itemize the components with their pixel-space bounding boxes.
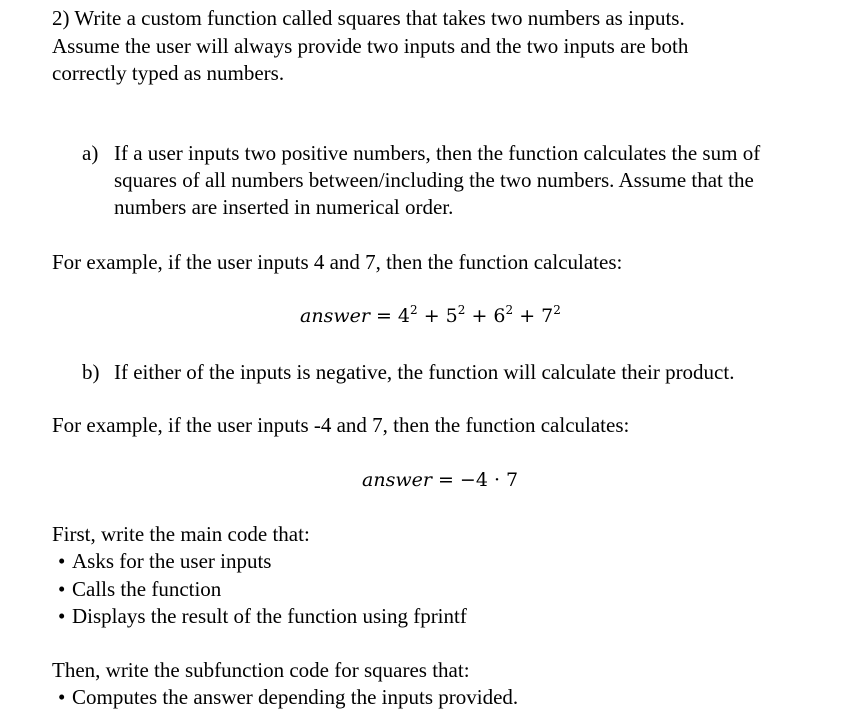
equation-equals: =: [375, 305, 392, 327]
part-a-line-1: If a user inputs two positive numbers, then the function calculates the sum of: [114, 141, 761, 165]
equation-term-3: 6: [493, 305, 506, 327]
equation-exponent-3: 2: [505, 303, 514, 317]
part-b-text: If either of the inputs is negative, the function will calculate their product.: [114, 360, 735, 384]
equation-plus-1: +: [423, 305, 440, 327]
subfunction-item-1-text: Computes the answer depending the inputs provided.: [72, 685, 519, 709]
subfunction-heading: Then, write the subfunction code for squares that:: [52, 658, 470, 682]
equation-term-4: 7: [541, 305, 554, 327]
bullet-icon: •: [58, 549, 66, 573]
equation-term-1: 4: [397, 305, 411, 327]
equation-term-2: 5: [445, 305, 458, 327]
equation-plus-3: +: [519, 305, 536, 327]
example-b-intro: For example, if the user inputs -4 and 7, then the function calculates:: [52, 413, 630, 437]
equation-answer-var: answer: [300, 305, 370, 327]
main-code-item-3: [58, 603, 467, 629]
question-line-3: correctly typed as numbers.: [52, 61, 285, 85]
bullet-icon: •: [58, 577, 66, 601]
equation-b-equals: =: [437, 469, 454, 491]
equation-b-answer-var: answer: [362, 469, 432, 491]
equation-plus-2: +: [471, 305, 488, 327]
main-code-item-1: [58, 548, 271, 574]
bullet-icon: •: [58, 685, 66, 709]
equation-b-rhs: −4 · 7: [459, 469, 519, 491]
part-a-line-2: squares of all numbers between/including the two numbers. Assume that the: [114, 168, 754, 192]
example-b-equation: [362, 467, 518, 493]
main-code-item-1-text: Asks for the user inputs: [72, 549, 272, 573]
main-code-item-3-text: Displays the result of the function using fprintf: [72, 604, 467, 628]
part-a-marker: a): [82, 141, 99, 165]
main-code-item-2-text: Calls the function: [72, 577, 222, 601]
main-code-item-2: [58, 576, 221, 602]
question-line-2: Assume the user will always provide two inputs and the two inputs are both: [52, 34, 689, 58]
example-a-equation: [300, 303, 561, 329]
equation-exponent-2: 2: [457, 303, 466, 317]
part-b-marker: b): [82, 360, 100, 384]
equation-exponent-1: 2: [410, 303, 418, 317]
part-a-line-3: numbers are inserted in numerical order.: [114, 195, 454, 219]
question-line-1: 2) Write a custom function called squares that takes two numbers as inputs.: [52, 6, 685, 30]
subfunction-item-1: [58, 684, 518, 710]
main-code-heading: First, write the main code that:: [52, 522, 310, 546]
bullet-icon: •: [58, 604, 66, 628]
example-a-intro: For example, if the user inputs 4 and 7, then the function calculates:: [52, 250, 623, 274]
equation-exponent-4: 2: [553, 303, 561, 317]
